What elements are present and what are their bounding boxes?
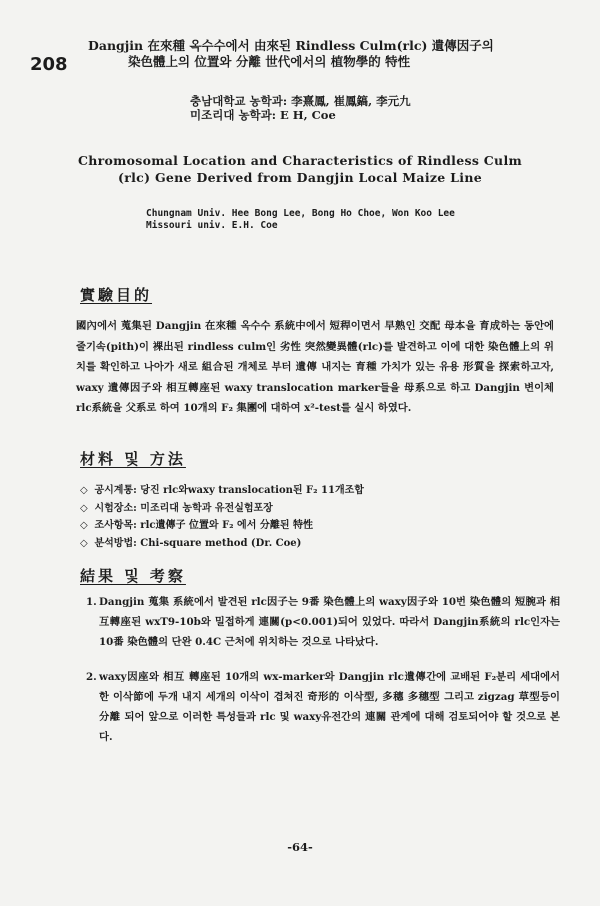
english-title: [0, 152, 600, 186]
diamond-bullet-icon: ◇: [80, 485, 88, 496]
footer-page-number: -64-: [287, 840, 313, 854]
results-item: [86, 592, 560, 652]
methods-item: ◇ 조사항목: rlc遺傳子 位置와 F₂ 에서 分離된 特性: [80, 517, 364, 535]
english-authors-line-1: Chungnam Univ. Hee Bong Lee, Bong Ho Choe, Won Koo Lee: [146, 208, 455, 219]
korean-title-line-2: 染色體上의 位置와 分離 世代에서의 植物學的 特性: [128, 54, 411, 69]
purpose-paragraph: 國內에서 蒐集된 Dangjin 在來種 옥수수 系統中에서 短稈이면서 早熟인 交配 母本을 育成하는 동안에 줄기속(pith)이 裸出된 rindless culm인 劣性 突然變異體(rlc)를 발견하고 이에 대한 染色體上의 위치를 확인하고 나아가 새로 組合된 개체로 부터 遺傳 내지는 育種 가치가 있는 유용 形質을 探索하고자, waxy 遺傳因子와 相互轉座된 waxy translocation marker들을 母系으로 하고 Dangjin 변이체 rlc系統을 父系로 하여 10개의 F₂ 集團에 대하여 x²-test를 실시 하였다.: [76, 320, 554, 414]
methods-list: [80, 482, 364, 552]
page-number: 208: [30, 54, 68, 75]
results-item-text: waxy因座와 相互 轉座된 10개의 wx-marker와 Dangjin rlc遺傳간에 교배된 F₂분리 세대에서 한 이삭節에 두개 내지 세개의 이삭이 겹쳐진 奇形的 이삭型, 多穗 多穗型 그리고 zigzag 草型등이 分離 되어 앞으로 이러한 특성들과 rlc 및 waxy유전간의 連關 관계에 대해 검토되어야 할 것으로 본다.: [99, 671, 560, 743]
korean-title: [88, 38, 578, 70]
english-title-line-1: Chromosomal Location and Characteristics of Rindless Culm: [77, 153, 523, 168]
methods-item: ◇ 분석방법: Chi-square method (Dr. Coe): [80, 535, 364, 553]
diamond-bullet-icon: ◇: [80, 520, 88, 531]
methods-item: ◇ 공시계통: 당진 rlc와waxy translocation된 F₂ 11개조합: [80, 482, 364, 500]
section-heading-results: 結果 및 考察: [80, 567, 186, 585]
section-heading-purpose: 實驗目的: [80, 286, 153, 304]
results-list-1: [86, 592, 560, 652]
results-item-number: 1.: [86, 596, 97, 608]
english-authors-line-2: Missouri univ. E.H. Coe: [146, 220, 278, 231]
korean-title-line-1: Dangjin 在來種 옥수수에서 由來된 Rindless Culm(rlc) 遺傳因子의: [88, 38, 494, 53]
section-heading-methods: 材料 및 方法: [80, 450, 186, 468]
korean-authors-line-1: 충남대학교 농학과: 李熹鳳, 崔鳳鎬, 李元九: [190, 94, 411, 108]
english-title-line-2: (rlc) Gene Derived from Dangjin Local Maize Line: [118, 170, 482, 185]
korean-authors: [190, 94, 411, 122]
results-item-text: Dangjin 蒐集 系統에서 발견된 rlc因子는 9番 染色體上의 waxy因子와 10번 染色體의 短腕과 相互轉座된 wxT9-10b와 밀접하게 連關(p<0.001)되어 있었다. 따라서 Dangjin系統의 rlc인자는 10番 染色體의 단완 0.4C 근처에 위치하는 것으로 나타났다.: [99, 596, 560, 648]
korean-authors-line-2: 미조리대 농학과: E H, Coe: [190, 108, 336, 122]
results-item: [86, 667, 560, 747]
diamond-bullet-icon: ◇: [80, 537, 88, 549]
results-list-2: [86, 667, 560, 747]
diamond-bullet-icon: ◇: [80, 502, 88, 514]
methods-item: ◇ 시험장소: 미조리대 농학과 유전실험포장: [80, 500, 364, 518]
results-item-number: 2.: [86, 671, 97, 683]
english-authors: [146, 208, 455, 232]
